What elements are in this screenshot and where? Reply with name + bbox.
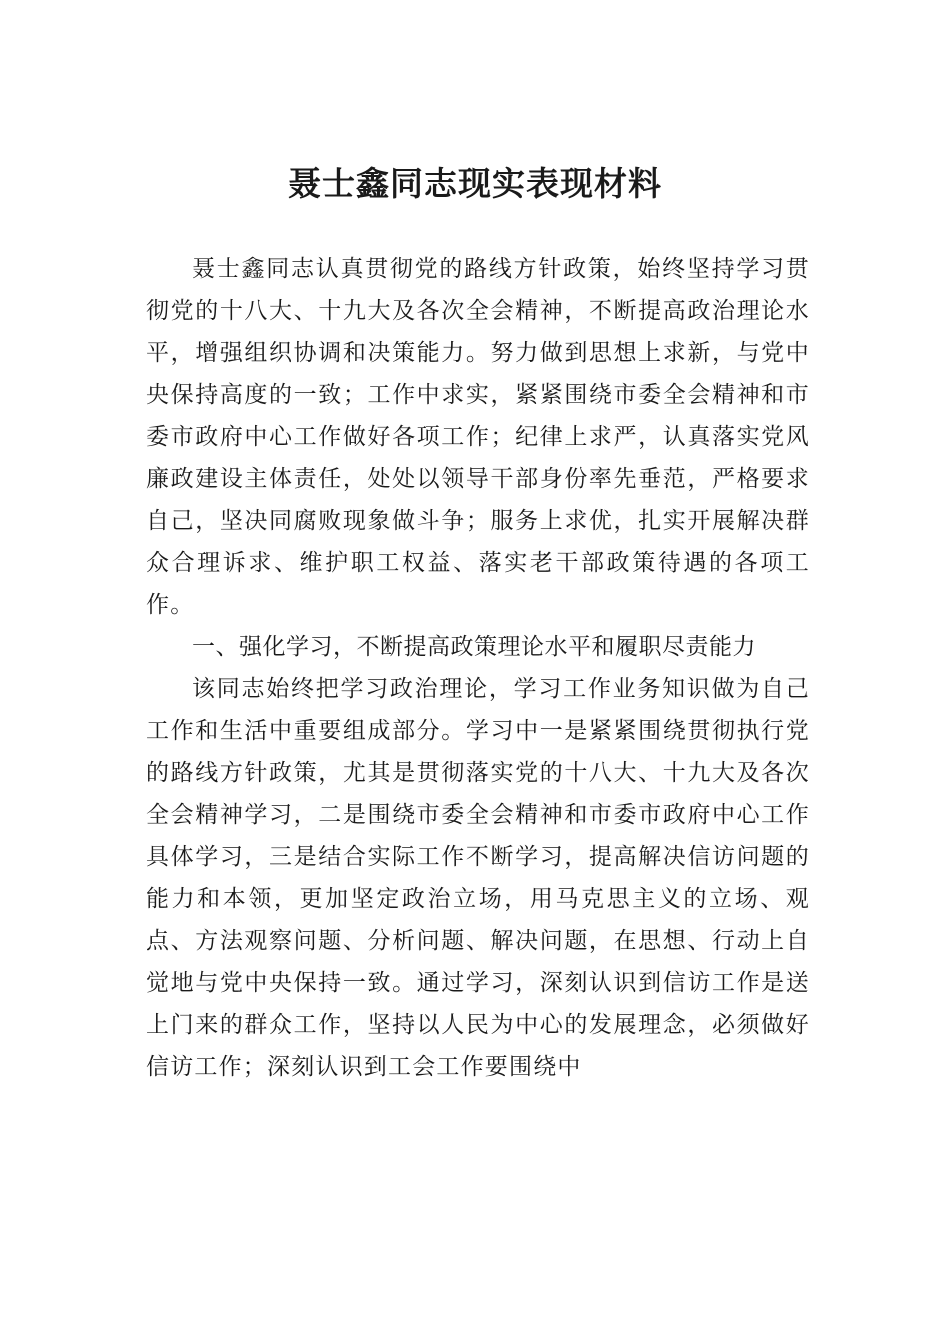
- section-1-paragraph: 该同志始终把学习政治理论，学习工作业务知识做为自己工作和生活中重要组成部分。学习中一是紧紧围绕贯彻执行党的路线方针政策，尤其是贯彻落实党的十八大、十九大及各次全会精神学习，二是围绕市委全会精神和市委市政府中心工作具体学习，三是结合实际工作不断学习，提高解决信访问题的能力和本领，更加坚定政治立场，用马克思主义的立场、观点、方法观察问题、分析问题、解决问题，在思想、行动上自觉地与党中央保持一致。通过学习，深刻认识到信访工作是送上门来的群众工作，坚持以人民为中心的发展理念，必须做好信访工作；深刻认识到工会工作要围绕中: [146, 676, 810, 1080]
- section-heading-1: 一、强化学习，不断提高政策理论水平和履职尽责能力: [192, 634, 756, 660]
- document-body: [146, 248, 810, 1088]
- document-title: 聂士鑫同志现实表现材料: [288, 164, 662, 203]
- intro-paragraph: 聂士鑫同志认真贯彻党的路线方针政策，始终坚持学习贯彻党的十八大、十九大及各次全会精神，不断提高政治理论水平，增强组织协调和决策能力。努力做到思想上求新，与党中央保持高度的一致；工作中求实，紧紧围绕市委全会精神和市委市政府中心工作做好各项工作；纪律上求严，认真落实党风廉政建设主体责任，处处以领导干部身份率先垂范，严格要求自己，坚决同腐败现象做斗争；服务上求优，扎实开展解决群众合理诉求、维护职工权益、落实老干部政策待遇的各项工作。: [146, 256, 810, 618]
